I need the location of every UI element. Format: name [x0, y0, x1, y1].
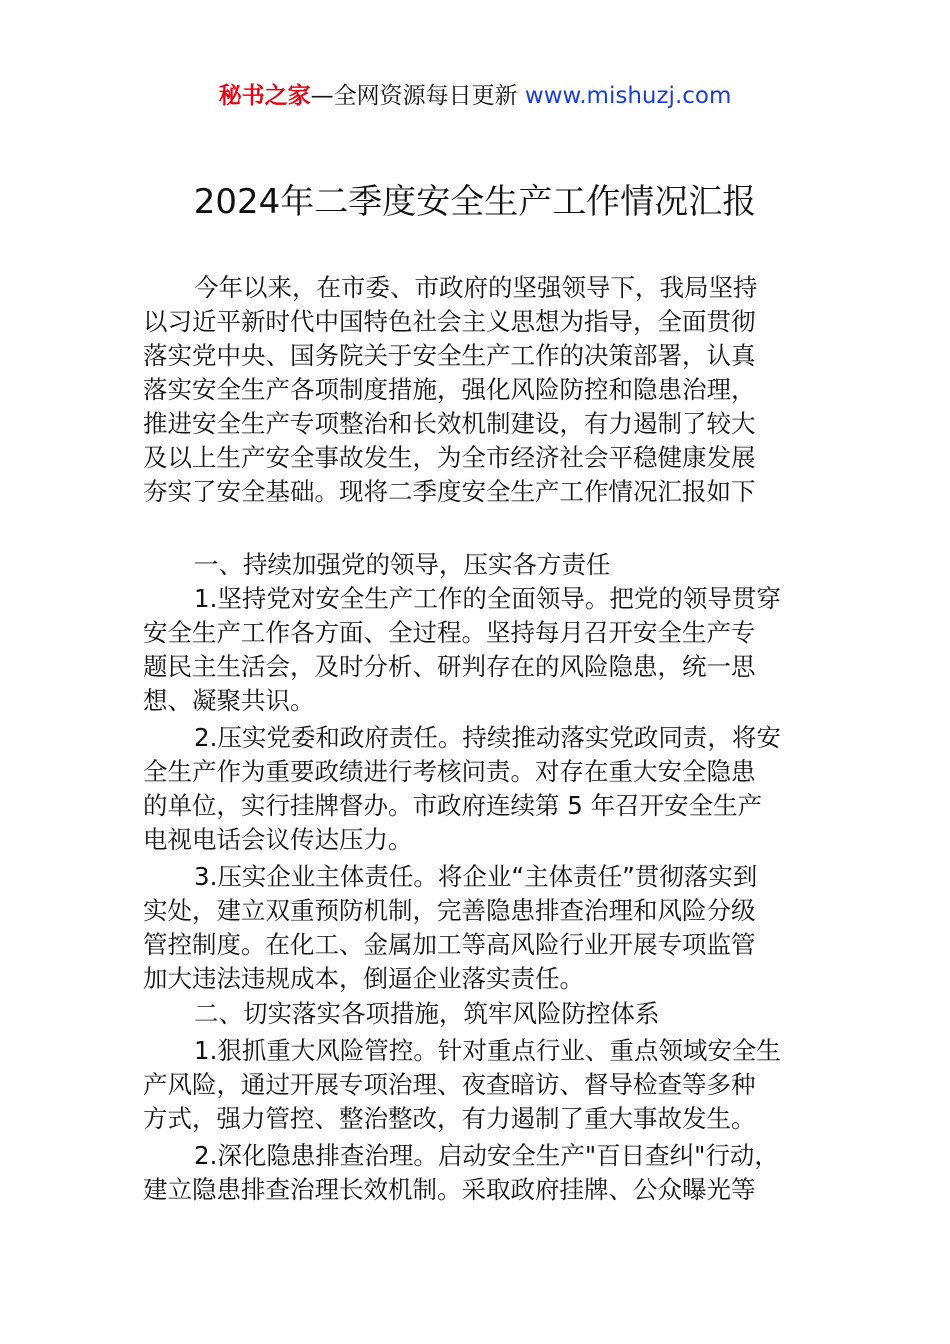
body-line: 题民主生活会，及时分析、研判存在的风险隐患，统一思	[143, 652, 756, 681]
body-line: 1.坚持党对安全生产工作的全面领导。把党的领导贯穿	[194, 584, 781, 613]
body-line: 今年以来，在市委、市政府的坚强领导下，我局坚持	[194, 273, 758, 302]
body-line: 全生产作为重要政绩进行考核问责。对存在重大安全隐患	[143, 757, 756, 786]
site-header	[0, 80, 950, 112]
body-line: 2.深化隐患排查治理。启动安全生产"百日查纠"行动，	[194, 1141, 779, 1170]
body-line: 以习近平新时代中国特色社会主义思想为指导，全面贯彻	[143, 307, 756, 336]
section-heading: 一、持续加强党的领导，压实各方责任	[194, 550, 611, 579]
body-line: 电视电话会议传达压力。	[143, 825, 413, 854]
body-line: 实处，建立双重预防机制，完善隐患排查治理和风险分级	[143, 896, 756, 925]
site-tagline: —全网资源每日更新	[310, 83, 518, 109]
body-line: 2.压实党委和政府责任。持续推动落实党政同责，将安	[194, 723, 781, 752]
body-line: 1.狠抓重大风险管控。针对重点行业、重点领域安全生	[194, 1036, 781, 1065]
site-url-link[interactable]: www.mishuzj.com	[524, 83, 732, 109]
body-line: 落实安全生产各项制度措施，强化风险防控和隐患治理，	[143, 375, 756, 404]
body-line: 管控制度。在化工、金属加工等高风险行业开展专项监管	[143, 930, 756, 959]
body-line: 加大违法违规成本，倒逼企业落实责任。	[143, 964, 584, 993]
body-line: 建立隐患排查治理长效机制。采取政府挂牌、公众曝光等	[143, 1175, 756, 1204]
document-title: 2024年二季度安全生产工作情况汇报	[193, 182, 757, 222]
body-line: 落实党中央、国务院关于安全生产工作的决策部署，认真	[143, 341, 756, 370]
section-heading: 二、切实落实各项措施，筑牢风险防控体系	[194, 999, 660, 1028]
site-brand: 秘书之家	[218, 83, 311, 109]
body-line: 的单位，实行挂牌督办。市政府连续第 5 年召开安全生产	[143, 791, 763, 820]
body-line: 夯实了安全基础。现将二季度安全生产工作情况汇报如下	[143, 477, 756, 506]
body-line: 3.压实企业主体责任。将企业“主体责任”贯彻落实到	[194, 862, 758, 891]
body-line: 产风险，通过开展专项治理、夜查暗访、督导检查等多种	[143, 1070, 756, 1099]
body-line: 想、凝聚共识。	[143, 686, 315, 715]
body-line: 安全生产工作各方面、全过程。坚持每月召开安全生产专	[143, 618, 756, 647]
body-line: 及以上生产安全事故发生，为全市经济社会平稳健康发展	[143, 443, 756, 472]
body-line: 方式，强力管控、整治整改，有力遏制了重大事故发生。	[143, 1104, 756, 1133]
body-line: 推进安全生产专项整治和长效机制建设，有力遏制了较大	[143, 409, 756, 438]
